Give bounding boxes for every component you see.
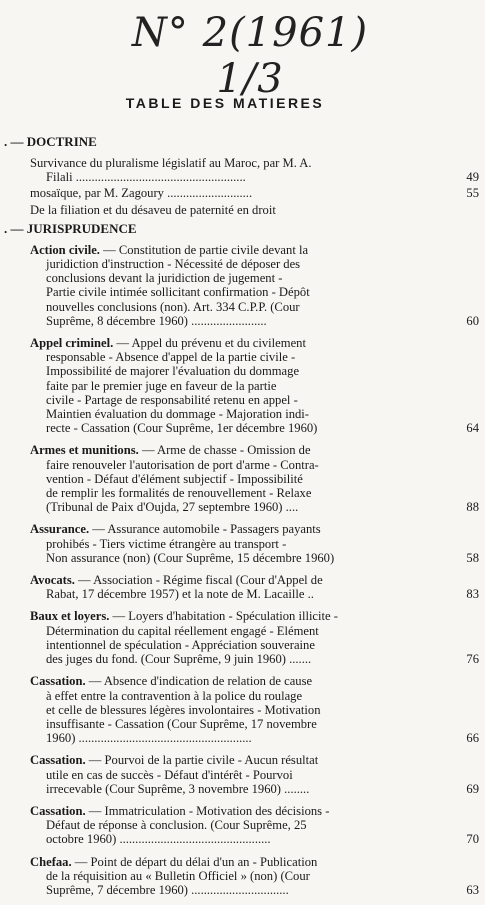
entry-line: irrecevable (Cour Suprême, 3 novembre 1960) ........ — [46, 781, 310, 796]
page-number: 55 — [466, 186, 479, 201]
toc-entry — [0, 186, 485, 200]
entry-line: Détermination du capital réellement engagé - Elément — [46, 623, 319, 638]
entry-line: Cassation. — Absence d'indication de relation de cause — [30, 674, 313, 689]
entry-heading: Armes et munitions. — [30, 443, 139, 458]
entry-heading: Assurance. — [30, 522, 90, 537]
entry-line: Cassation. — Pourvoi de la partie civile - Aucun résultat — [30, 753, 319, 768]
toc-entry — [0, 609, 485, 666]
entry-heading: Cassation. — [30, 803, 86, 818]
entry-line: nouvelles conclusions (non). Art. 334 C.P.P. (Cour — [46, 299, 300, 314]
entry-line: De la filiation et du désaveu de paternité en droit — [30, 202, 276, 217]
entry-line: Chefaa. — Point de départ du délai d'un an - Publication — [30, 854, 318, 869]
entry-line: Suprême, 8 décembre 1960) ........................ — [46, 313, 267, 328]
entry-line: vention - Défaut d'élément subjectif - Impossibilité — [46, 471, 303, 486]
entry-line: Appel criminel. — Appel du prévenu et du civilement — [30, 336, 306, 351]
entry-line: 1960) ....................................................... — [46, 731, 252, 746]
entry-line: des juges du fond. (Cour Suprême, 9 juin 1960) ....... — [46, 652, 312, 667]
entry-line: Maintien évaluation du dommage - Majoration indi- — [46, 407, 310, 422]
page-number: 69 — [466, 781, 479, 796]
toc-entry — [0, 804, 485, 847]
entry-line: Partie civile intimée sollicitant confirmation - Dépôt — [46, 285, 310, 300]
entry-line: prohibés - Tiers victime étrangère au transport - — [46, 536, 287, 551]
entry-line: Survivance du pluralisme législatif au Maroc, par M. A. — [30, 156, 312, 170]
entry-line: Baux et loyers. — Loyers d'habitation - Spéculation illicite - — [30, 609, 338, 624]
entry-line: Armes et munitions. — Arme de chasse - Omission de — [30, 443, 311, 458]
section-heading: . — JURISPRUDENCE — [4, 220, 137, 236]
toc-entry — [0, 674, 485, 745]
page-number: 88 — [466, 500, 479, 515]
entry-line: mosaïque, par M. Zagoury ........................... — [30, 186, 253, 201]
entry-line: civile - Partage de responsabilité retenu en appel - — [46, 392, 298, 407]
page-number: 83 — [466, 587, 479, 602]
entry-heading: Cassation. — [30, 674, 86, 689]
entry-line: Défaut de réponse à conclusion. (Cour Suprême, 25 — [46, 818, 307, 833]
page-number: 60 — [466, 313, 479, 328]
page-number: 64 — [466, 421, 479, 436]
page-number: 66 — [466, 731, 479, 746]
entry-heading: Chefaa. — [30, 854, 72, 869]
entry-heading: Action civile. — [30, 242, 100, 257]
page-number: 70 — [466, 832, 479, 847]
entry-line: Filali ...................................................... — [46, 170, 246, 185]
toc-entry — [0, 203, 485, 217]
entry-line: Non assurance (non) (Cour Suprême, 15 décembre 1960) — [46, 550, 335, 565]
toc-entry — [0, 573, 485, 601]
entry-line: recte - Cassation (Cour Suprême, 1er décembre 1960) — [46, 421, 318, 436]
page-number: 76 — [466, 652, 479, 667]
table-of-contents — [0, 130, 485, 905]
entry-heading: Cassation. — [30, 753, 86, 768]
toc-entry — [0, 243, 485, 328]
section-heading: . — DOCTRINE — [4, 134, 97, 149]
entry-line: de remplir les formalités de renouvellement - Relaxe — [46, 486, 312, 501]
entry-heading: Baux et loyers. — [30, 609, 110, 624]
toc-entry — [0, 336, 485, 435]
entry-line: faite par le premier juge en faveur de la partie — [46, 378, 277, 393]
entry-line: Avocats. — Association - Régime fiscal (Cour d'Appel de — [30, 573, 323, 588]
entry-line: de la réquisition au « Bulletin Officiel » (non) (Cour — [46, 868, 310, 883]
entry-line: responsable - Absence d'appel de la partie civile - — [46, 350, 296, 365]
entry-line: insuffisante - Cassation (Cour Suprême, 17 novembre — [46, 716, 317, 731]
toc-entry — [0, 753, 485, 796]
entry-heading: Appel criminel. — [30, 336, 114, 351]
entry-line: Rabat, 17 décembre 1957) et la note de M. Lacaille .. — [46, 587, 314, 602]
entry-line: octobre 1960) ................................................ — [46, 832, 271, 847]
entry-line: intentionnel de spéculation - Appréciation souveraine — [46, 637, 315, 652]
toc-entry — [0, 156, 485, 184]
entry-line: à effet entre la contravention à la police du roulage — [46, 688, 303, 703]
entry-line: Action civile. — Constitution de partie civile devant la — [30, 242, 309, 257]
entry-line: Impossibilité de majorer l'évaluation du dommage — [46, 364, 300, 379]
entry-line: Cassation. — Immatriculation - Motivation des décisions - — [30, 803, 330, 818]
entry-line: Assurance. — Assurance automobile - Passagers payants — [30, 522, 321, 537]
toc-entry — [0, 443, 485, 514]
page-number: 49 — [466, 170, 479, 185]
entry-line: utile en cas de succès - Défaut d'intérêt - Pourvoi — [46, 767, 293, 782]
page-number: 63 — [466, 882, 479, 897]
entry-line: faire renouveler l'autorisation de port d'arme - Contra- — [46, 457, 319, 472]
entry-line: juridiction d'instruction - Nécessité de déposer des — [46, 257, 301, 272]
toc-entry — [0, 855, 485, 898]
entry-line: et celle de blessures légères involontaires - Motivation — [46, 702, 321, 717]
handwritten-note: N° 2(1961) 1/3 — [131, 10, 369, 102]
entry-line: conclusions devant la juridiction de jugement - — [46, 271, 283, 286]
page-number: 58 — [466, 550, 479, 565]
entry-line: Suprême, 7 décembre 1960) ............................... — [46, 882, 289, 897]
page-title: TABLE DES MATIERES — [125, 95, 325, 111]
entry-heading: Avocats. — [30, 573, 75, 588]
toc-entry — [0, 522, 485, 565]
entry-line: (Tribunal de Paix d'Oujda, 27 septembre 1960) .... — [46, 500, 299, 515]
